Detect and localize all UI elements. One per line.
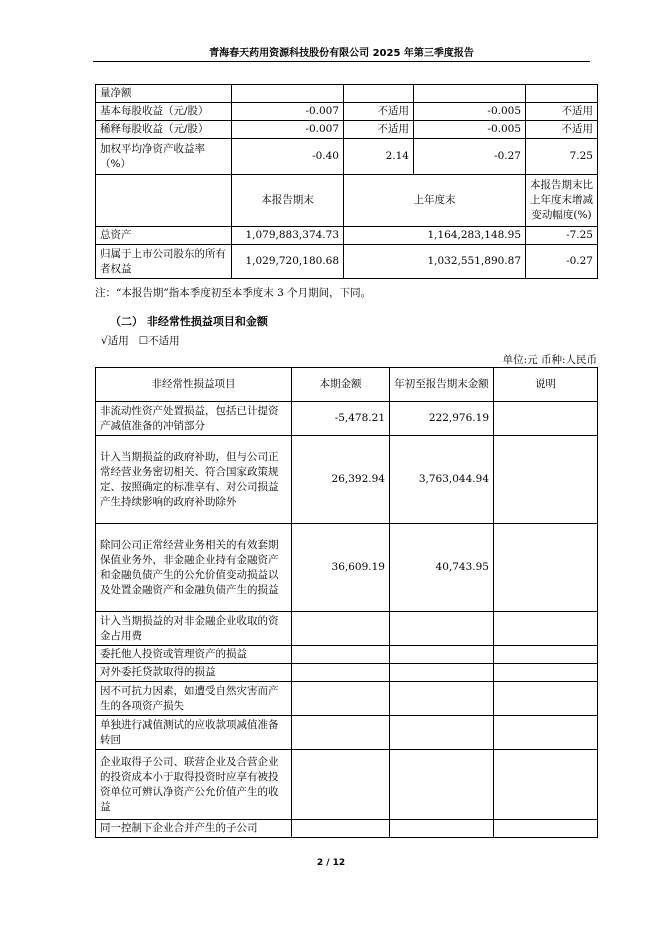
current-cell xyxy=(292,646,390,664)
applicability-options xyxy=(101,333,180,348)
note-cell xyxy=(494,682,598,716)
table-row xyxy=(96,750,598,820)
item-cell: 因不可抗力因素，如遭受自然灾害而产生的各项资产损失 xyxy=(96,682,292,716)
note-cell xyxy=(494,664,598,682)
cell: 不适用 xyxy=(526,121,598,139)
current-cell xyxy=(292,820,390,838)
current-cell xyxy=(292,664,390,682)
table-row xyxy=(96,682,598,716)
table-note: 注：“本报告期”指本季度初至本季度末 3 个月期间，下同。 xyxy=(95,287,372,299)
col-header-ytd: 年初至报告期末金额 xyxy=(390,368,494,402)
cell: 1,032,551,890.87 xyxy=(344,245,526,279)
col-header-current: 本期金额 xyxy=(292,368,390,402)
non-recurring-items-table xyxy=(95,367,598,838)
item-cell: 非流动性资产处置损益，包括已计提资产减值准备的冲销部分 xyxy=(96,402,292,436)
item-cell: 计入当期损益的政府补助，但与公司正常经营业务密切相关、符合国家政策规定、按照确定的标准享有、对公司损益产生持续影响的政府补助除外 xyxy=(96,436,292,524)
table-row xyxy=(96,820,598,838)
cell: 1,079,883,374.73 xyxy=(232,227,344,245)
current-cell xyxy=(292,612,390,646)
page-number: 2 / 12 xyxy=(316,858,346,868)
col-header-note: 说明 xyxy=(494,368,598,402)
row-label: 总资产 xyxy=(96,227,232,245)
cell: 2.14 xyxy=(344,139,414,175)
table-row xyxy=(96,402,598,436)
ytd-cell: 222,976.19 xyxy=(390,402,494,436)
col-header-change-pct: 本报告期末比上年度末增减变动幅度(%) xyxy=(526,175,598,227)
current-cell xyxy=(292,716,390,750)
item-cell: 对外委托贷款取得的损益 xyxy=(96,664,292,682)
table-row xyxy=(96,121,598,139)
cell: -0.007 xyxy=(232,103,344,121)
header-rule xyxy=(93,61,590,62)
cell: -0.27 xyxy=(414,139,526,175)
table-row xyxy=(96,612,598,646)
section-title: （二） 非经常性损益项目和金额 xyxy=(110,315,268,328)
cell: -0.005 xyxy=(414,121,526,139)
ytd-cell xyxy=(390,664,494,682)
table-row xyxy=(96,227,598,245)
unit-currency-line: 单位:元 币种:人民币 xyxy=(502,354,597,366)
table-row xyxy=(96,103,598,121)
report-header: 青海春天药用资源科技股份有限公司 2025 年第三季度报告 xyxy=(209,48,474,59)
ytd-cell xyxy=(390,646,494,664)
ytd-cell: 3,763,044.94 xyxy=(390,436,494,524)
current-cell xyxy=(292,682,390,716)
row-label: 稀释每股收益（元/股） xyxy=(96,121,232,139)
col-header-prior-year-end: 上年度末 xyxy=(344,175,526,227)
table-row xyxy=(96,85,598,103)
current-cell: 36,609.19 xyxy=(292,524,390,612)
note-cell xyxy=(494,716,598,750)
note-cell xyxy=(494,524,598,612)
row-label: 基本每股收益（元/股） xyxy=(96,103,232,121)
key-financial-table xyxy=(95,84,598,279)
table-row xyxy=(96,524,598,612)
table-row xyxy=(96,716,598,750)
note-cell xyxy=(494,750,598,820)
ytd-cell xyxy=(390,716,494,750)
cell: 不适用 xyxy=(344,121,414,139)
cell: -0.005 xyxy=(414,103,526,121)
ytd-cell xyxy=(390,820,494,838)
note-cell xyxy=(494,646,598,664)
note-cell xyxy=(494,402,598,436)
cell: -7.25 xyxy=(526,227,598,245)
ytd-cell xyxy=(390,750,494,820)
ytd-cell: 40,743.95 xyxy=(390,524,494,612)
current-cell xyxy=(292,750,390,820)
ytd-cell xyxy=(390,682,494,716)
cell xyxy=(526,85,598,103)
cell: 不适用 xyxy=(526,103,598,121)
cell xyxy=(414,85,526,103)
cell xyxy=(232,85,344,103)
item-cell: 单独进行减值测试的应收款项减值准备转回 xyxy=(96,716,292,750)
table-row xyxy=(96,646,598,664)
row-label: 量净额 xyxy=(96,85,232,103)
cell: 1,164,283,148.95 xyxy=(344,227,526,245)
cell xyxy=(344,85,414,103)
item-cell: 同一控制下企业合并产生的子公司 xyxy=(96,820,292,838)
row-label: 归属于上市公司股东的所有者权益 xyxy=(96,245,232,279)
cell: 1,029,720,180.68 xyxy=(232,245,344,279)
cell: -0.27 xyxy=(526,245,598,279)
cell: -0.007 xyxy=(232,121,344,139)
row-label: 加权平均净资产收益率（%） xyxy=(96,139,232,175)
item-cell: 计入当期损益的对非金融企业收取的资金占用费 xyxy=(96,612,292,646)
table-row xyxy=(96,664,598,682)
col-header-period-end: 本报告期末 xyxy=(232,175,344,227)
table-row xyxy=(96,436,598,524)
applicable-checkbox: √适用 xyxy=(101,335,129,347)
empty-cell xyxy=(96,175,232,227)
note-cell xyxy=(494,436,598,524)
ytd-cell xyxy=(390,612,494,646)
table-subheader-row xyxy=(96,175,598,227)
item-cell: 除同公司正常经营业务相关的有效套期保值业务外，非金融企业持有金融资产和金融负债产生的公允价值变动损益以及处置金融资产和金融负债产生的损益 xyxy=(96,524,292,612)
cell: 不适用 xyxy=(344,103,414,121)
current-cell: -5,478.21 xyxy=(292,402,390,436)
cell: -0.40 xyxy=(232,139,344,175)
note-cell xyxy=(494,820,598,838)
item-cell: 企业取得子公司、联营企业及合营企业的投资成本小于取得投资时应享有被投资单位可辨认净资产公允价值产生的收益 xyxy=(96,750,292,820)
col-header-item: 非经常性损益项目 xyxy=(96,368,292,402)
table-row xyxy=(96,139,598,175)
cell: 7.25 xyxy=(526,139,598,175)
item-cell: 委托他人投资或管理资产的损益 xyxy=(96,646,292,664)
note-cell xyxy=(494,612,598,646)
not-applicable-checkbox: ☐不适用 xyxy=(138,335,180,347)
current-cell: 26,392.94 xyxy=(292,436,390,524)
table-header-row xyxy=(96,368,598,402)
table-row xyxy=(96,245,598,279)
